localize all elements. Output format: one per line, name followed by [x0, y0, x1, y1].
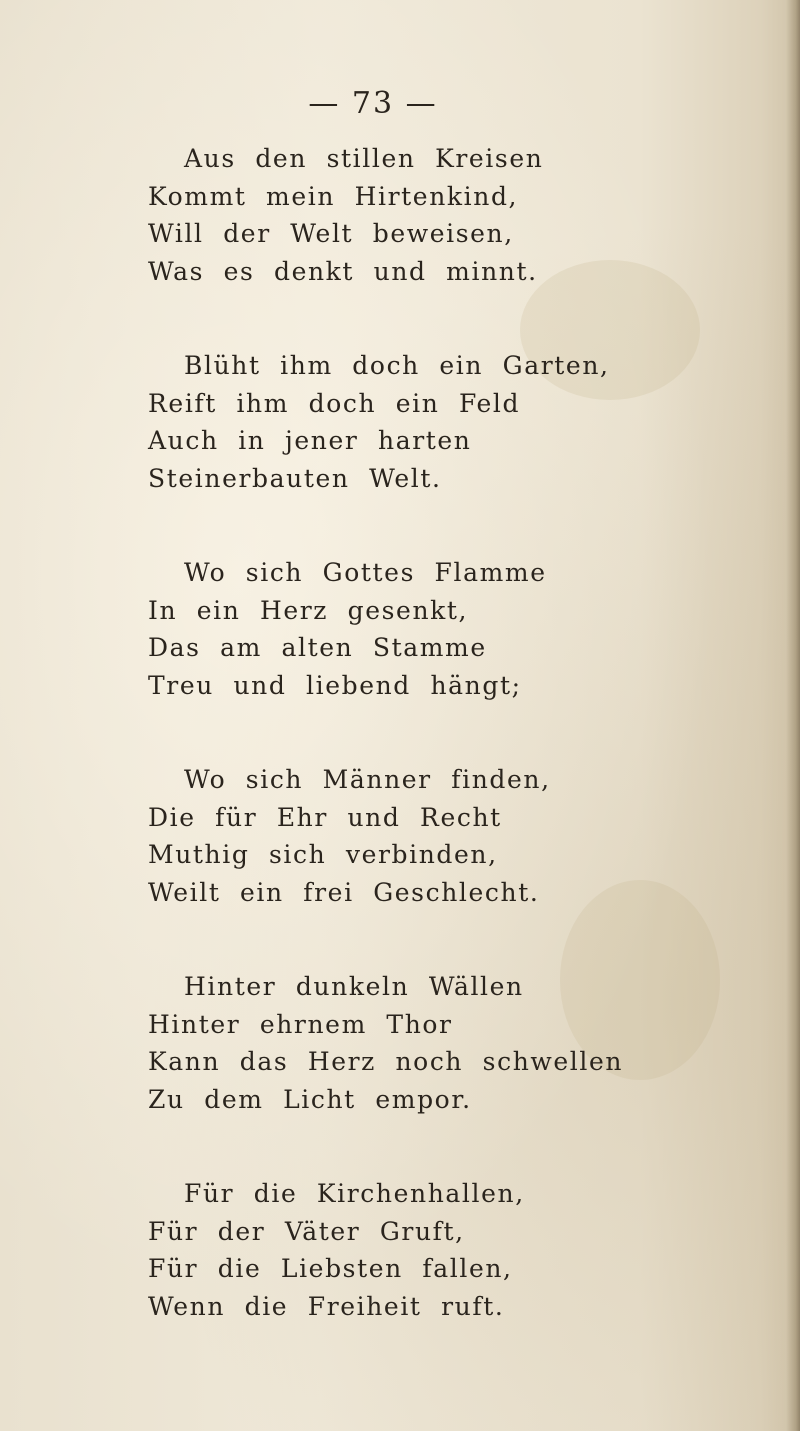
stanza-2 — [148, 347, 668, 497]
poem-line: Hinter dunkeln Wällen — [184, 972, 524, 1001]
poem-line: Aus den stillen Kreisen — [184, 144, 544, 173]
poem-line: Kann das Herz noch schwellen — [148, 1047, 624, 1076]
poem-line: Reift ihm doch ein Feld — [148, 388, 521, 418]
stanza-6 — [148, 1175, 668, 1325]
poem-line: Für die Liebsten fallen, — [148, 1254, 513, 1283]
poem-line: Was es denkt und minnt. — [148, 256, 538, 286]
stanza-3 — [148, 554, 668, 704]
poem-line: Steinerbauten Welt. — [148, 463, 442, 493]
poem-line: Auch in jener harten — [148, 426, 472, 455]
poem-line: Wo sich Gottes Flamme — [184, 558, 547, 587]
stanza-5 — [148, 968, 668, 1118]
poem-line: Weilt ein frei Geschlecht. — [148, 877, 540, 907]
stanza-4 — [148, 761, 668, 911]
stanza-1 — [148, 140, 668, 290]
page-edge — [786, 0, 800, 1431]
page-number: — 73 — — [308, 86, 438, 121]
poem-line: Zu dem Licht empor. — [148, 1084, 472, 1114]
poem-line: Die für Ehr und Recht — [148, 802, 502, 832]
poem-line: Für die Kirchenhallen, — [184, 1179, 525, 1208]
poem-line: Für der Väter Gruft, — [148, 1216, 465, 1246]
poem-line: Blüht ihm doch ein Garten, — [184, 351, 610, 380]
poem-line: Wo sich Männer finden, — [184, 765, 551, 794]
poem-line: Muthig sich verbinden, — [148, 840, 498, 869]
poem-line: Wenn die Freiheit ruft. — [148, 1291, 505, 1321]
poem-line: Hinter ehrnem Thor — [148, 1009, 453, 1039]
poem-line: Will der Welt beweisen, — [148, 219, 514, 248]
poem — [148, 140, 668, 1382]
poem-line: Treu und liebend hängt; — [148, 670, 522, 700]
poem-line: In ein Herz gesenkt, — [148, 595, 469, 625]
poem-line: Kommt mein Hirtenkind, — [148, 181, 519, 211]
poem-line: Das am alten Stamme — [148, 633, 487, 662]
